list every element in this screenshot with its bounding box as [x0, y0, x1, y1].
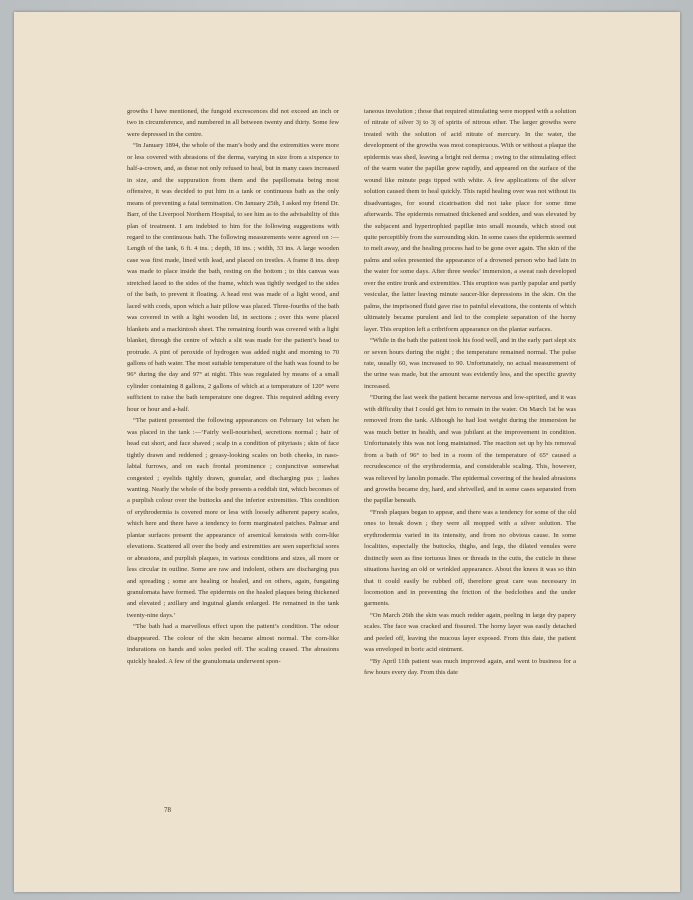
paragraph: “The bath had a marvellous effect upon the patient’s condition. The odour disappeared. The colour of the skin became almost normal. The corn-like indurations on hands and soles peeled off. The scaling ceased. The abrasions quickly healed. A few of the granulomata underwent spon- — [127, 623, 339, 665]
paragraph: “Fresh plaques began to appear, and there was a tendency for some of the old ones to break down ; they were all mopped with a silver solution. The erythrodermia varied in its intensity, and from no obvious cause. In some localities, especially the buttocks, thighs, and legs, the dilated venules were distinctly seen as fine tortuous lines or threads in the cutis, the cuticle in these situations having an old or wrinkled appearance. About the knees it was so thin that it could easily be rubbed off, therefore great care was necessary in locomotion and in preventing the friction of the bedclothes and the under garments. — [364, 508, 576, 608]
paragraph: “While in the bath the patient took his food well, and in the early part slept six or seven hours during the night ; the temperature remained normal. The pulse rate, usually 60, was increased to 90. Unfortunately, no actual measurement of the urine was made, but the amount was evidently less, and the specific gravity increased. — [364, 337, 576, 390]
paragraph: “On March 26th the skin was much redder again, peeling in large dry papery scales. The face was cracked and fissured. The horny layer was easily detached and peeled off, leaving the mucous layer exposed. From this date, the patient was enveloped in boric acid ointment. — [364, 611, 576, 654]
paragraph: taneous involution ; those that required stimulating were mopped with a solution of nitrate of silver 3j to 3j of spirits of nitrous ether. The larger growths were treated with the solution of acid nitrate of mercury. In the water, the development of the growths was most conspicuous. With or without a plaque the epidermis was shed, leaving a bright red derma ; owing to the stimulating effect of the warm water the papillæ grew rapidly, and appeared on the surface of the wound like minute pegs tipped with white. A few applications of the silver solution caused them to heal quickly. This rapid healing over was not without its disadvantages, for sound cicatrisation did not take place for some time afterwards. The epidermis remained thickened and sodden, and was elevated by the subjacent and hypertrophied papillæ into small mounds, which stood out quite perceptibly from the surrounding skin. In some cases the epidermis seemed to melt away, and the healing process had to be gone over again. The skin of the palms and soles presented the appearance of a drowned person who had lain in the water for some days. After three weeks’ immersion, a sweat rash developed over the entire trunk and extremities. This eruption was partly papular and partly vesicular, the latter leaving minute saucer-like depressions in the skin. On the palms, the imprisoned fluid gave rise to painful elevations, the contents of which ultimately became purulent and led to the complete separation of the horny layer. This eruption left a cribriform appearance on the plantar surfaces. — [364, 108, 576, 333]
left-text-column — [127, 106, 339, 667]
paragraph: “In January 1894, the whole of the man’s body and the extremities were more or less covered with abrasions of the derma, varying in size from a sixpence to half-a-crown, and, as these not only refused to heal, but in many cases increased in size, and the suppuration from them and the papillomata being most offensive, it was decided to put him in a tank or continuous bath as the only means of preventing a fatal termination. On January 25th, I asked my friend Dr. Barr, of the Liverpool Northern Hospital, to see him as to the advisability of this plan of treatment. I am indebted to him for the following suggestions with regard to the continuous bath. The following measurements were agreed on :—Length of the tank, 6 ft. 4 ins. ; depth, 18 ins. ; width, 33 ins. A large wooden case was first made, lined with lead, and placed on trestles. A frame 8 ins. deep was made to place inside the bath, resting on the bottom ; to this canvas was stretched laced to the sides of the frame, which was tightly wedged to the sides of the bath, to prevent it floating. A head rest was made of a light wood, and laced with cords, upon which a hair pillow was placed. Three-fourths of the bath was covered in with a light wooden lid, in sections ; over this were placed blankets and a mackintosh sheet. The remaining fourth was covered with a light blanket, through the centre of which a slit was made for the patient’s head to protrude. A pint of peroxide of hydrogen was added night and morning to 70 gallons of bath water. The most suitable temperature of the bath was found to be 96° during the day and 97° at night. This was regulated by means of a small cylinder containing 8 gallons, 2 gallons of which at a temperature of 120° were sufficient to raise the bath temperature one degree. This required adding every hour or hour and a-half. — [127, 142, 339, 413]
paragraph: “By April 11th patient was much improved again, and went to business for a few hours every day. From this date — [364, 657, 576, 677]
paragraph: “The patient presented the following appearances on February 1st when he was placed in the tank :—‘Fairly well-nourished, secretions normal ; hair of head cut short, and face shaved ; scalp in a condition of pityriasis ; skin of face tightly drawn and reddened ; greasy-looking scales on both cheeks, in naso-labial furrows, and on each frontal prominence ; conjunctivæ somewhat congested ; eyelids tightly drawn, granular, and discharging pus ; lashes wanting. Nearly the whole of the body presents a reddish tint, which becomes of a purplish colour over the buttocks and the inferior extremities. This condition of erythrodermia is covered more or less with loosely adherent papery scales, which here and there have a tendency to form marginated patches. Palmar and plantar surfaces present the appearance of arsenical keratosis with corn-like elevations. Scattered all over the body and extremities are seen superficial sores or abrasions, and purplish plaques, in various conditions and sizes, all more or less circular in outline. Some are raw and indolent, others are discharging pus and spreading ; some are healing or healed, and on others, again, fungating granulomata have formed. The epidermis on the healed plaques being thickened and elevated ; axillary and inguinal glands enlarged. He remained in the tank twenty-nine days.’ — [127, 417, 339, 619]
page-number: 78 — [164, 806, 171, 814]
book-page — [14, 12, 680, 892]
paragraph: “During the last week the patient became nervous and low-spirited, and it was with difficulty that I could get him to remain in the water. On March 1st he was removed from the tank. Although he had lost weight during the immersion he was much better in health, and was jubilant at the improvement in condition. Unfortunately this was not long maintained. The reaction set up by his removal from a bath of 96° to bed in a room of the temperature of 65° caused a recrudescence of the erythrodermia, and considerable scaling. This, however, was relieved by lanolin pomade. The epidermal covering of the healed abrasions and growths became dry, hard, and shrivelled, and in some cases separated from the papillæ beneath. — [364, 394, 576, 505]
right-text-column — [364, 106, 576, 679]
paragraph: growths I have mentioned, the fungoid excrescences did not exceed an inch or two in circumference, and numbered in all between twenty and thirty. Some few were depressed in the centre. — [127, 108, 339, 138]
